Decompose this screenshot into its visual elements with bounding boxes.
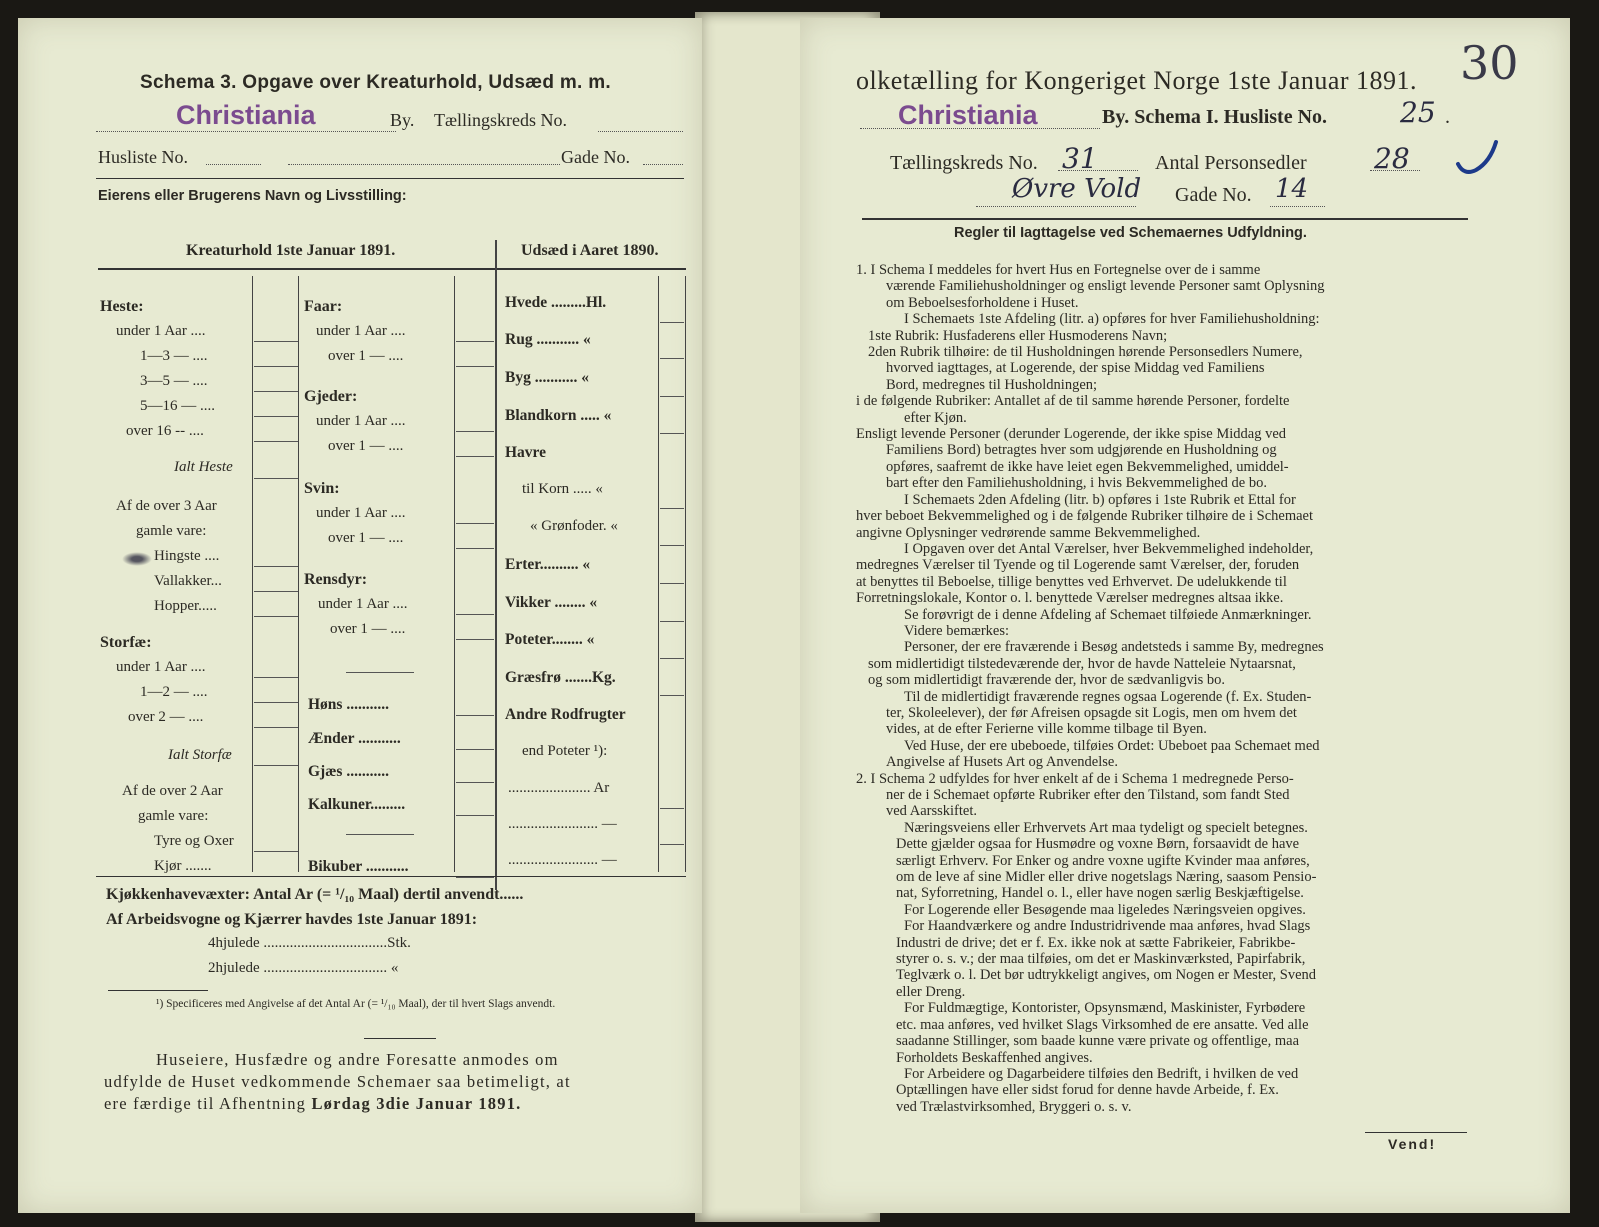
grid-line [252, 276, 253, 872]
rule-line: Forretningslokale, Kontor o. l. benyttede Værelser medregnes altsaa ikke. [856, 590, 1284, 607]
blandkorn-row: Blandkorn ..... « [505, 407, 612, 424]
tyre-row: Tyre og Oxer [154, 833, 234, 849]
pickup-date: Lørdag 3die Januar 1891. [311, 1094, 522, 1113]
rule-line: Se forøvrigt de i denne Afdeling af Schemaet tilføiede Anmærkninger. [904, 606, 1312, 623]
faar-row: under 1 Aar .... [316, 323, 406, 339]
poteter-row: Poteter........ « [505, 631, 595, 648]
husliste-label: Husliste No. [98, 147, 188, 167]
rule-line: ner de i Schemaet opførte Rubriker efter den Tilstand, som fandt Sted [886, 787, 1290, 803]
rule-line: bart efter den Familiehusholdning, i hvis Bekvemmelighed de bo. [886, 475, 1267, 492]
til-korn-row: til Korn ..... « [522, 481, 603, 497]
rule-line: efter Kjøn. [904, 409, 967, 426]
heste-row: under 1 Aar .... [116, 323, 206, 339]
ar-row: ...................... Ar [508, 780, 610, 796]
rule-line: 1ste Rubrik: Husfaderens eller Husmoderens Navn; [868, 327, 1168, 344]
rule-line: Videre bemærkes: [904, 622, 1010, 639]
rule-line: ter, Skoleelever), der før Afreisen opsagde sit Logis, men om hvem det [886, 704, 1297, 721]
andre-rodfrugter-label: Andre Rodfrugter [505, 706, 626, 723]
rensdyr-title: Rensdyr: [304, 571, 368, 588]
storfae-title: Storfæ: [100, 634, 152, 651]
footnote: ¹) Specificeres med Angivelse af det Antal Ar (= ¹/₁₀ Maal), der til hvert Slags anvendt. [156, 998, 556, 1010]
rule-line: Teglværk o. l. Det bør udtrykkeligt angives, om Nogen er Mester, Svend [896, 967, 1317, 984]
rug-row: Rug ........... « [505, 331, 591, 348]
storfae-cell[interactable] [254, 765, 298, 766]
heste-cell[interactable] [254, 616, 298, 617]
header-rule [862, 218, 1468, 220]
rule-line: 2. I Schema 2 udfyldes for hver enkelt af de i Schema 1 medregnede Perso- [856, 770, 1294, 787]
heste-cell[interactable] [254, 341, 298, 342]
gade-label: Gade No. [1175, 184, 1252, 206]
rule-line: Ved Huse, der ere ubeboede, tilføies Ordet: Ubeboet paa Schemaet med [904, 737, 1320, 754]
aender-cell[interactable] [456, 749, 494, 750]
rensdyr-row: under 1 Aar .... [318, 596, 408, 612]
christiania-stamp: Christiania [176, 100, 316, 130]
kjor-row: Kjør ....... [154, 858, 212, 874]
rule-line: hver beboet Bekvemmelighed og i de følgende Rubriker tilhøire de i Schemaet [856, 508, 1314, 525]
kjokkenhave-text: Kjøkkenhavevæxter: Antal Ar (= ¹/₁₀ Maal) dertil anvendt...... [106, 886, 524, 903]
page-number: 30 [1460, 36, 1519, 90]
erter-row: Erter.......... « [505, 556, 591, 573]
husliste-dot: . [1445, 106, 1450, 128]
rule-line: hvorved iagttages, at Logerende, der spise Middag ved Familiens [886, 360, 1265, 377]
faar-cell[interactable] [456, 366, 494, 367]
rule-line: Forholdets Beskaffenhed angives. [896, 1049, 1093, 1066]
rule-line: Næringsveiens eller Erhvervets Art maa tydeligt og specielt betegnes. [904, 819, 1308, 836]
udsaed-cell[interactable] [660, 358, 684, 359]
storfae-age-note: Af de over 2 Aar [122, 783, 223, 799]
rule-line: ved Aarsskiftet. [886, 803, 978, 820]
rule-line: ved Trælastvirksomhed, Bryggeri o. s. v. [896, 1098, 1132, 1115]
udsaed-cell[interactable] [660, 695, 684, 696]
christiania-stamp: Christiania [898, 100, 1038, 130]
gade-label: Gade No. [561, 147, 630, 167]
gade-name[interactable]: Øvre Vold [1012, 174, 1142, 204]
hjul2-row: 2hjulede ................................. « [208, 960, 399, 976]
rule-line: værende Familiehusholdninger og ensligt levende Personer samt Oplysning [886, 278, 1325, 295]
udsaed-cell[interactable] [660, 508, 684, 509]
havre-label: Havre [505, 444, 547, 461]
rule-line: nat, Syforretning, Handel o. l., eller have nogen særlig Beskjæftigelse. [896, 885, 1304, 902]
svin-cell[interactable] [456, 548, 494, 549]
taellingskreds-label: Tællingskreds No. [434, 110, 567, 130]
rule-line: I Opgaven over det Antal Værelser, hver Bekvemmelighed indeholder, [904, 540, 1314, 557]
rule-line: I Schemaets 2den Afdeling (litr. b) opføres i 1ste Rubrik et Ettal for [904, 491, 1296, 508]
grid-line [658, 276, 659, 872]
rule-line: vides, at de efter Ferierne ville komme tilbage til Byen. [886, 721, 1207, 738]
rule-line: at benyttes til Beboelse, tillige benyttes ved Erhvervet. De udelukkende til [856, 573, 1287, 590]
rule-line: Til de midlertidigt fraværende regnes ogsaa Logerende (f. Ex. Studen- [904, 688, 1312, 705]
svin-row: under 1 Aar .... [316, 505, 406, 521]
rule-line: og som midlertidigt fraværende der, hvor de sædvanligvis bo. [868, 672, 1226, 689]
grid-line [454, 276, 455, 872]
rule-line: om de leve af sine Midler eller drive nogetslags Næring, saasom Pensio- [896, 869, 1317, 886]
udsaed-cell[interactable] [660, 621, 684, 622]
rensdyr-row: over 1 — .... [330, 621, 406, 637]
udsaed-cell[interactable] [660, 433, 684, 434]
kjokkenhave-row [106, 886, 523, 904]
gade-no-field [1270, 204, 1325, 207]
storfae-row: under 1 Aar .... [116, 659, 206, 675]
heste-cell[interactable] [254, 478, 298, 479]
rule-line: Optællingen have eller sidst forud for denne havde Arbeide, f. Ex. [896, 1082, 1279, 1099]
hons-cell[interactable] [456, 715, 494, 716]
aender-row: Ænder ........... [308, 730, 401, 747]
udsaed-cell[interactable] [660, 844, 684, 845]
hopper-row: Hopper..... [154, 598, 217, 614]
storfae-row: 1—2 — .... [140, 684, 208, 700]
gjaes-cell[interactable] [456, 782, 494, 783]
rule-line: 1. I Schema I meddeles for hvert Hus en Fortegnelse over de i samme [856, 262, 1261, 278]
rule-line: etc. maa anføres, ved hvilket Slags Virksomhed de ere ansatte. Ved alle [896, 1016, 1309, 1033]
storfae-gamle-vare: gamle vare: [138, 808, 209, 824]
heste-cell[interactable] [254, 416, 298, 417]
udsaed-cell[interactable] [660, 545, 684, 546]
heste-cell[interactable] [254, 566, 298, 567]
extra-row: ........................ — [508, 816, 617, 832]
husliste-number[interactable]: 25 [1400, 96, 1436, 129]
gade-name-field[interactable] [288, 159, 560, 165]
rule-line: eller Dreng. [896, 983, 966, 1000]
rule-line: I Schemaets 1ste Afdeling (litr. a) opføres for hver Familiehusholdning: [904, 311, 1320, 328]
udsaed-cell[interactable] [660, 583, 684, 584]
heste-row: over 16 -- .... [126, 423, 204, 439]
rule-line: For Haandværkere og andre Industridrivende maa anføres, hvad Slags [904, 918, 1311, 935]
udsaed-cell[interactable] [660, 658, 684, 659]
svin-row: over 1 — .... [328, 530, 404, 546]
rule-line: For Arbeidere og Dagarbeidere tilføies den Bedrift, i hvilken de ved [904, 1065, 1299, 1082]
heste-cell[interactable] [254, 366, 298, 367]
heste-row: 3—5 — .... [140, 373, 208, 389]
gade-name-field [976, 204, 1136, 207]
faar-cell[interactable] [456, 341, 494, 342]
section-divider [495, 240, 497, 890]
rule-line: 2den Rubrik tilhøire: de til Husholdningen hørende Personsedlers Numere, [868, 344, 1303, 361]
storfae-cell[interactable] [254, 851, 298, 852]
rule-line: For Fuldmægtige, Kontorister, Opsynsmænd, Maskinister, Fyrbødere [904, 1000, 1306, 1017]
udsaed-header: Udsæd i Aaret 1890. [521, 242, 659, 259]
rule-line: særligt Erhverv. For Enker og andre voxne ugifte Kvinder maa anføres, [896, 852, 1310, 869]
antal-label: Antal Personsedler [1155, 152, 1307, 174]
storfae-cell[interactable] [254, 727, 298, 728]
antal-field [1370, 168, 1420, 171]
rule-line: Angivelse af Husets Art og Anvendelse. [886, 754, 1118, 771]
table-header-rule [98, 268, 686, 270]
kalkuner-cell[interactable] [456, 815, 494, 816]
heste-title: Heste: [100, 298, 144, 315]
rule-line: saadanne Stillinger, som baade kunne være private og offentlige, maa [896, 1033, 1300, 1050]
heste-row: 5—16 — .... [140, 398, 215, 414]
ialt-heste: Ialt Heste [174, 459, 233, 475]
divider [96, 178, 684, 179]
ialt-storfae: Ialt Storfæ [168, 747, 232, 763]
vend-rule [1365, 1132, 1467, 1133]
gjeder-cell[interactable] [456, 456, 494, 457]
schema-line: By. Schema I. Husliste No. [1102, 106, 1328, 128]
svin-title: Svin: [304, 480, 340, 497]
rule-line: opføres, saafremt de ikke have leiet egen Bekvemmelighed, umiddel- [886, 458, 1289, 475]
rule-line: angivne Oplysninger vedrørende samme Bekvemmelighed. [856, 524, 1201, 541]
gjeder-row: over 1 — .... [328, 438, 404, 454]
bikuber-cell[interactable] [456, 877, 494, 878]
svin-cell[interactable] [456, 523, 494, 524]
rule-line: i de følgende Rubriker: Antallet af de til samme hørende Personer, fordelte [856, 393, 1290, 410]
rule-line: som midlertidigt tilstedeværende der, hvor de havde Natteleie Nytaarsnat, [868, 655, 1296, 672]
rule-line: Bord, medregnes til Husholdningen; [886, 376, 1098, 393]
heste-cell[interactable] [254, 591, 298, 592]
rule-line: Ensligt levende Personer (derunder Logerende, der ikke spise Middag ved [856, 426, 1287, 443]
storfae-row: over 2 — .... [128, 709, 204, 725]
grid-line [685, 276, 686, 872]
separator [346, 834, 414, 835]
heste-gamle-vare: gamle vare: [136, 523, 207, 539]
heste-row: 1—3 — .... [140, 348, 208, 364]
storfae-cell[interactable] [254, 677, 298, 678]
kreaturhold-header: Kreaturhold 1ste Januar 1891. [186, 242, 396, 259]
heste-age-note: Af de over 3 Aar [116, 498, 217, 514]
rule-line: Dette gjælder ogsaa for Husmødre og voxne Børn, forsaavidt de have [896, 836, 1300, 853]
table-bottom-rule [96, 876, 686, 877]
right-page-schema-1 [800, 18, 1570, 1213]
heste-cell[interactable] [254, 441, 298, 442]
rule-line: For Logerende eller Besøgende maa ligeledes Næringsveien opgives. [904, 901, 1306, 918]
right-title: olketælling for Kongeriget Norge 1ste Januar 1891. [856, 66, 1418, 95]
taellingskreds-field[interactable] [598, 123, 683, 132]
faar-title: Faar: [304, 298, 343, 315]
separator [346, 672, 414, 673]
hjul4-row: 4hjulede .................................Stk. [208, 935, 411, 951]
udsaed-cell[interactable] [660, 322, 684, 323]
rule-line: styrer o. s. v.; der maa tilføies, om det er Maskinværksted, Papirfabrik, [896, 951, 1306, 968]
rules-title: Regler til Iagttagelse ved Schemaernes Udfyldning. [954, 225, 1307, 241]
graesfro-row: Græsfrø .......Kg. [505, 669, 616, 686]
rule-line: medregnes Værelser til Tyende og til Logerende samt Værelser, der, foruden [856, 557, 1300, 574]
heste-cell[interactable] [254, 391, 298, 392]
checkmark-icon [1452, 136, 1502, 178]
hvede-row: Hvede .........Hl. [505, 294, 607, 311]
gade-number[interactable]: 14 [1275, 174, 1309, 204]
closing-line-3 [104, 1094, 521, 1114]
vend-label: Vend! [1388, 1136, 1437, 1152]
rensdyr-cell[interactable] [456, 614, 494, 615]
rule-line: Industri de drive; det er f. Ex. ikke nok at sætte Fabrikeier, Fabrikbe- [896, 934, 1296, 951]
closing-line-1: Huseiere, Husfædre og andre Foresatte anmodes om [156, 1050, 559, 1069]
taellingskreds-number[interactable]: 31 [1062, 142, 1098, 175]
vikker-row: Vikker ........ « [505, 594, 598, 611]
end-poteter-label: end Poteter ¹): [522, 743, 608, 759]
hingste-row: Hingste .... [154, 548, 220, 564]
separator-short [364, 1038, 436, 1039]
gade-no-field[interactable] [643, 159, 683, 165]
storfae-cell[interactable] [254, 702, 298, 703]
left-title: Schema 3. Opgave over Kreaturhold, Udsæd m. m. [140, 72, 611, 93]
left-page-schema-3 [18, 18, 702, 1213]
gronfoder-row: « Grønfoder. « [530, 518, 618, 534]
ink-smudge [122, 552, 152, 566]
bikuber-row: Bikuber ........... [308, 858, 409, 875]
rule-line: Familiens Bord) betragtes hver som udgjørende en Husholdning og [886, 442, 1277, 459]
footnote-rule [108, 990, 208, 991]
grid-line [298, 276, 299, 872]
hons-row: Høns ........... [308, 696, 389, 713]
udsaed-cell[interactable] [660, 808, 684, 809]
udsaed-cell[interactable] [660, 396, 684, 397]
gjeder-title: Gjeder: [304, 388, 358, 405]
closing-line-3-text: ere færdige til Afhentning [104, 1094, 312, 1113]
rensdyr-cell[interactable] [456, 639, 494, 640]
closing-line-2: udfylde de Huset vedkommende Schemaer saa betimeligt, at [104, 1072, 571, 1091]
kalkuner-row: Kalkuner......... [308, 796, 406, 813]
gjeder-cell[interactable] [456, 431, 494, 432]
by-label: By. [390, 110, 415, 130]
husliste-field[interactable] [206, 159, 261, 165]
faar-row: over 1 — .... [328, 348, 404, 364]
vallakker-row: Vallakker... [154, 573, 222, 589]
gjeder-row: under 1 Aar .... [316, 413, 406, 429]
taellingskreds-label: Tællingskreds No. [890, 152, 1038, 174]
rules-text [856, 262, 1468, 1115]
taellingskreds-field [1058, 168, 1138, 171]
extra-row: ........................ — [508, 852, 617, 868]
gjaes-row: Gjæs ........... [308, 763, 389, 780]
rule-line: om Beboelsesforholdene i Huset. [886, 294, 1079, 311]
byg-row: Byg ........... « [505, 369, 589, 386]
rule-line: Personer, der ere fraværende i Besøg andetsteds i samme By, medregnes [904, 639, 1324, 656]
arbeidsvogne-label: Af Arbeidsvogne og Kjærrer havdes 1ste Januar 1891: [106, 911, 478, 928]
antal-number[interactable]: 28 [1374, 142, 1410, 175]
owner-label: Eierens eller Brugerens Navn og Livsstilling: [98, 188, 407, 204]
